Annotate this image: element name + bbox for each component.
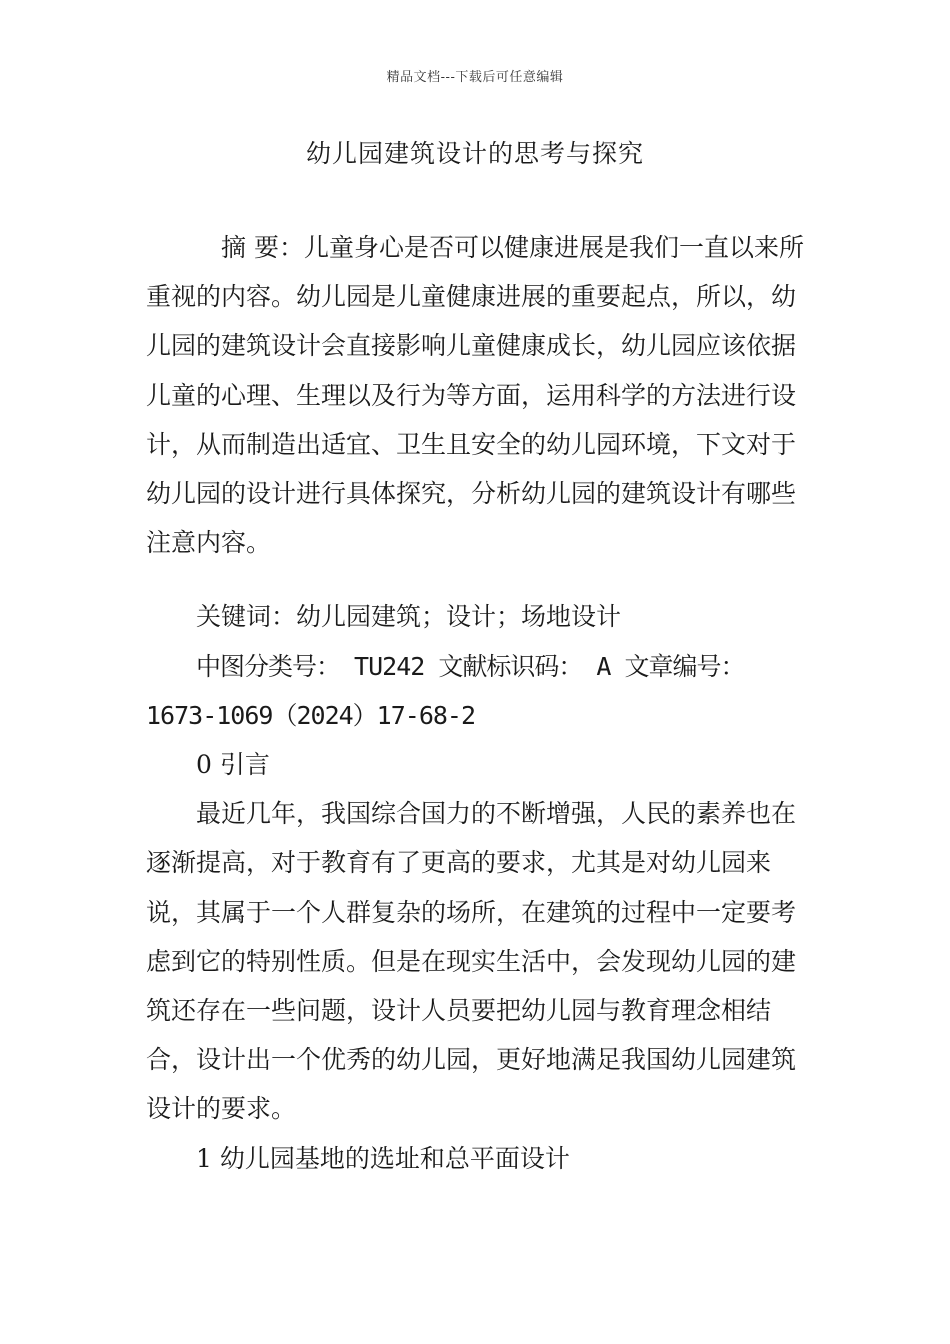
section-heading-site-selection: 1 幼儿园基地的选址和总平面设计	[196, 1143, 570, 1173]
abstract-paragraph	[146, 223, 806, 567]
page-header-note: 精品文档---下载后可任意编辑	[386, 70, 564, 85]
document-title: 幼儿园建筑设计的思考与探究	[305, 139, 644, 168]
section-heading-introduction: 0 引言	[196, 750, 270, 780]
keywords-line: 关键词：幼儿园建筑；设计；场地设计	[196, 602, 622, 632]
abstract-label: 摘 要：	[221, 233, 304, 262]
introduction-paragraph: 最近几年，我国综合国力的不断增强，人民的素养也在逐渐提高，对于教育有了更高的要求，尤其是对幼儿园来说，其属于一个人群复杂的场所，在建筑的过程中一定要考虑到它的特别性质。但是在现实生活中，会发现幼儿园的建筑还存在一些问题，设计人员要把幼儿园与教育理念相结合，设计出一个优秀的幼儿园，更好地满足我国幼儿园建筑设计的要求。	[146, 799, 797, 1124]
classification-line: 中图分类号： TU242 文献标识码： A 文章编号：1673-1069（2024）17-68-2	[146, 651, 745, 730]
abstract-text: 儿童身心是否可以健康进展是我们一直以来所重视的内容。幼儿园是儿童健康进展的重要起点，所以，幼儿园的建筑设计会直接影响儿童健康成长，幼儿园应该依据儿童的心理、生理以及行为等方面，运用科学的方法进行设计，从而制造出适宜、卫生且安全的幼儿园环境，下文对于幼儿园的设计进行具体探究，分析幼儿园的建筑设计有哪些注意内容。	[146, 233, 804, 558]
document-body	[146, 223, 806, 1183]
